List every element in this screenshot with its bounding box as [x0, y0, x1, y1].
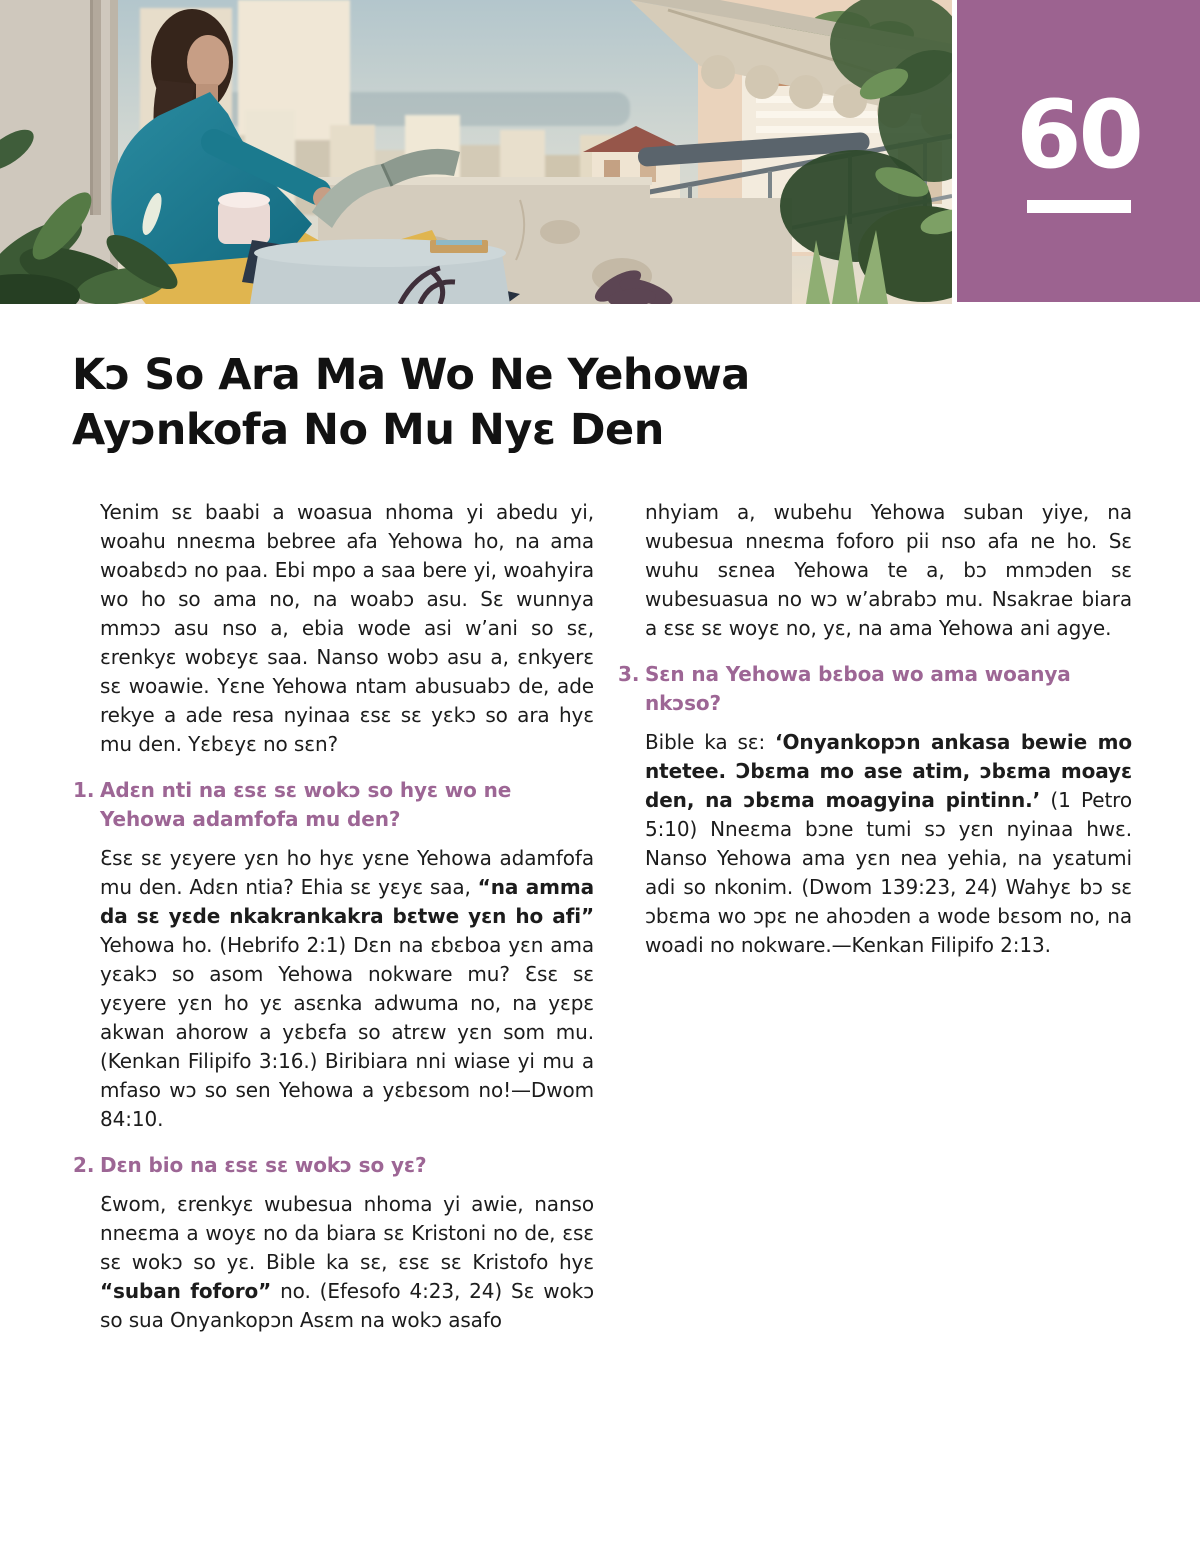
question-1-label: Adɛn nti na ɛsɛ sɛ wokɔ so hyɛ wo ne Yehowa adamfofa mu den?	[100, 778, 512, 831]
paragraph-2b-continued: nhyiam a, wubehu Yehowa suban yiye, na wubesua nneɛma foforo pii nso afa ne ho. Sɛ wuhu sɛnea Yehowa te a, bɔ mmɔden sɛ wubesuasua no wɔ w’abrabɔ mu. Nsakrae biara a ɛsɛ sɛ woyɛ no, yɛ, na ama Yehowa ani agye.	[645, 500, 1132, 640]
title-line-2: Ayɔnkofa No Mu Nyɛ Den	[72, 405, 664, 455]
paragraph-1: Ɛsɛ sɛ yɛyere yɛn ho hyɛ yɛne Yehowa adamfofa mu den. Adɛn ntia? Ehia sɛ yɛyɛ saa, “na amma da sɛ yɛde nkakrankakra bɛtwe yɛn ho afi” Yehowa ho. (Hebrifo 2:1) Dɛn na ɛbɛboa yɛn ama yɛakɔ so asom Yehowa nokware mu? Ɛsɛ sɛ yɛyere yɛn ho yɛ asɛnka adwuma no, na yɛpɛ akwan ahorow a yɛbɛfa so atrɛw yɛn som mu. (Kenkan Filipifo 3:16.) Biribiara nni wiase yi mu a mfaso wɔ so sen Yehowa a yɛbɛsom no!—Dwom 84:10.	[100, 846, 595, 1131]
column-left	[73, 498, 595, 1348]
lesson-number: 60	[1016, 81, 1141, 190]
question-2-label: Dɛn bio na ɛsɛ sɛ wokɔ so yɛ?	[100, 1153, 427, 1177]
page-title	[72, 348, 1132, 458]
column-right	[618, 498, 1133, 973]
question-1-number: 1.	[73, 778, 95, 802]
question-3-label: Sɛn na Yehowa bɛboa wo ama woanya nkɔso?	[645, 662, 1071, 715]
question-1	[73, 776, 594, 834]
question-2	[73, 1151, 594, 1180]
book-on-table	[430, 240, 488, 253]
question-3	[618, 660, 1132, 718]
title-line-1: Kɔ So Ara Ma Wo Ne Yehowa	[72, 350, 750, 400]
side-table	[250, 239, 510, 304]
question-3-number: 3.	[618, 662, 640, 686]
intro-paragraph: Yenim sɛ baabi a woasua nhoma yi abedu yi, woahu nneɛma bebree afa Yehowa ho, na ama woabɛdɔ no paa. Ebi mpo a saa bere yi, woahyira wo ho so ama no, na woabɔ asu. Sɛ wunnya mmɔɔ asu nso a, ebia wode asi w’ani so sɛ, ɛrenkyɛ wobɛyɛ saa. Nanso wobɔ asu a, ɛnkyerɛ sɛ woawie. Yɛne Yehowa ntam abusuabɔ de, ade rekye a ade resa nyinaa ɛsɛ sɛ yɛkɔ so ara hyɛ mu den. Yɛbɛyɛ no sɛn?	[100, 500, 594, 756]
lesson-number-badge	[957, 0, 1200, 302]
paragraph-3: Bible ka sɛ: ‘Onyankopɔn ankasa bewie mo ntetee. Ɔbɛma mo ase atim, ɔbɛma moayɛ den, na ɔbɛma moagyina pintinn.’ (1 Petro 5:10) Nneɛma bɔne tumi sɔ yɛn nyinaa hwɛ. Nanso Yehowa ama yɛn nea yehia, na yɛatumi adi so nkonim. (Dwom 139:23, 24) Wahyɛ bɔ sɛ ɔbɛma wo ɔpɛ ne ahoɔden a wode bɛsom no, na woadi no nokware.—Kenkan Filipifo 2:13.	[645, 730, 1133, 957]
woman-face	[187, 35, 229, 89]
paragraph-2a: Ɛwom, ɛrenkyɛ wubesua nhoma yi awie, nanso nneɛma a woyɛ no da biara sɛ Kristoni no de, ɛsɛ sɛ wokɔ so yɛ. Bible ka sɛ, ɛsɛ sɛ Kristofo hyɛ “suban foforo” no. (Efesofo 4:23, 24) Sɛ wokɔ so sua Onyankopɔn Asɛm na wokɔ asafo	[100, 1192, 594, 1332]
hero-photo	[0, 0, 952, 304]
coffee-mug	[218, 192, 270, 244]
question-2-number: 2.	[73, 1153, 95, 1177]
badge-underline	[1027, 200, 1131, 213]
